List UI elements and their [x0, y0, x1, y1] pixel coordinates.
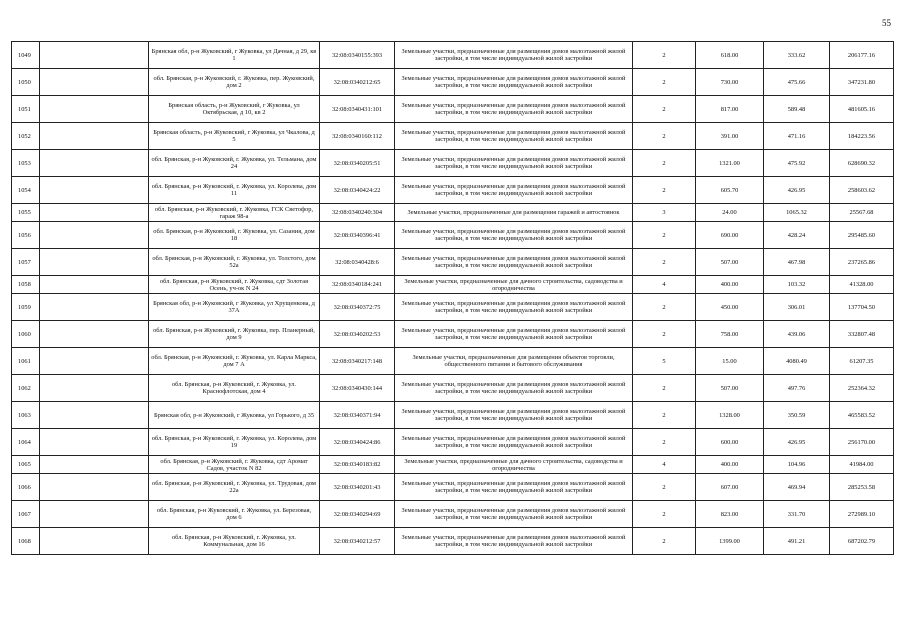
address-cell: обл. Брянская, р-н Жуковский, г. Жуковка, ул. Карла Маркса, дом 7 А [149, 348, 320, 375]
row-number: 1052 [12, 123, 40, 150]
cadastral-value-table [11, 41, 894, 555]
group-cell: 2 [633, 96, 696, 123]
table-row [12, 456, 894, 474]
blank-cell [40, 69, 149, 96]
cadastral-number-cell: 32:08:0340160:112 [320, 123, 395, 150]
table-row [12, 204, 894, 222]
specific-value-cell: 104.96 [764, 456, 830, 474]
address-cell: Брянская область, р-н Жуковский, г Жуковка, ул Октябрьская, д 10, кв 2 [149, 96, 320, 123]
land-use-cell: Земельные участки, предназначенные для размещения домов малоэтажной жилой застройки, в том числе индивидуальной жилой застройки [395, 123, 633, 150]
specific-value-cell: 428.24 [764, 222, 830, 249]
address-cell: обл. Брянская, р-н Жуковский, г. Жуковка, сдт Аромат Садов, участок N 82 [149, 456, 320, 474]
area-cell: 690.00 [696, 222, 764, 249]
table-row [12, 474, 894, 501]
land-use-cell: Земельные участки, предназначенные для дачного строительства, садоводства и огородничества [395, 276, 633, 294]
land-use-cell: Земельные участки, предназначенные для размещения домов малоэтажной жилой застройки, в том числе индивидуальной жилой застройки [395, 429, 633, 456]
address-cell: Брянская обл, р-н Жуковский, г Жуковка, ул Горького, д 35 [149, 402, 320, 429]
cadastral-value-cell: 252364.32 [830, 375, 894, 402]
land-use-cell: Земельные участки, предназначенные для размещения домов малоэтажной жилой застройки, в том числе индивидуальной жилой застройки [395, 402, 633, 429]
table-row [12, 375, 894, 402]
cadastral-value-cell: 25567.68 [830, 204, 894, 222]
table-row [12, 123, 894, 150]
table-row [12, 321, 894, 348]
land-use-cell: Земельные участки, предназначенные для размещения домов малоэтажной жилой застройки, в том числе индивидуальной жилой застройки [395, 96, 633, 123]
area-cell: 758.00 [696, 321, 764, 348]
address-cell: обл. Брянская, р-н Жуковский, г. Жуковка, ул. Сазания, дом 18 [149, 222, 320, 249]
area-cell: 1328.00 [696, 402, 764, 429]
area-cell: 400.00 [696, 456, 764, 474]
area-cell: 817.00 [696, 96, 764, 123]
row-number: 1050 [12, 69, 40, 96]
blank-cell [40, 474, 149, 501]
address-cell: обл. Брянская, р-н Жуковский, г. Жуковка, ул. Трудовая, дом 22а [149, 474, 320, 501]
area-cell: 600.00 [696, 429, 764, 456]
blank-cell [40, 177, 149, 204]
group-cell: 2 [633, 249, 696, 276]
row-number: 1066 [12, 474, 40, 501]
address-cell: Брянская обл, р-н Жуковский, г Жуковка, ул Хрущенкова, д 37А [149, 294, 320, 321]
address-cell: Брянская область, р-н Жуковский, г Жуковка, ул Чкалова, д 5 [149, 123, 320, 150]
blank-cell [40, 222, 149, 249]
cadastral-number-cell: 32:08:0340396:41 [320, 222, 395, 249]
cadastral-number-cell: 32:08:0340428:6 [320, 249, 395, 276]
cadastral-value-cell: 628690.32 [830, 150, 894, 177]
address-cell: обл. Брянская, р-н Жуковский, г. Жуковка, ул. Королева, дом 19 [149, 429, 320, 456]
row-number: 1062 [12, 375, 40, 402]
address-cell: обл. Брянская, р-н Жуковский, г. Жуковка, сдт Золотая Осень, уч-ок N 24 [149, 276, 320, 294]
specific-value-cell: 497.76 [764, 375, 830, 402]
group-cell: 2 [633, 69, 696, 96]
cadastral-number-cell: 32:08:0340183:82 [320, 456, 395, 474]
group-cell: 2 [633, 222, 696, 249]
land-use-cell: Земельные участки, предназначенные для размещения домов малоэтажной жилой застройки, в том числе индивидуальной жилой застройки [395, 528, 633, 555]
specific-value-cell: 475.92 [764, 150, 830, 177]
row-number: 1051 [12, 96, 40, 123]
cadastral-value-cell: 285253.58 [830, 474, 894, 501]
address-cell: обл. Брянская, р-н Жуковский, г. Жуковка, ул. Толстого, дом 52а [149, 249, 320, 276]
blank-cell [40, 204, 149, 222]
area-cell: 15.00 [696, 348, 764, 375]
land-use-cell: Земельные участки, предназначенные для размещения домов малоэтажной жилой застройки, в том числе индивидуальной жилой застройки [395, 69, 633, 96]
table-row [12, 402, 894, 429]
specific-value-cell: 491.21 [764, 528, 830, 555]
cadastral-value-cell: 258603.62 [830, 177, 894, 204]
specific-value-cell: 589.48 [764, 96, 830, 123]
cadastral-number-cell: 32:08:0340155:393 [320, 42, 395, 69]
land-use-cell: Земельные участки, предназначенные для размещения гаражей и автостоянок [395, 204, 633, 222]
cadastral-number-cell: 32:08:0340430:144 [320, 375, 395, 402]
cadastral-value-cell: 41328.00 [830, 276, 894, 294]
area-cell: 450.00 [696, 294, 764, 321]
table-row [12, 501, 894, 528]
blank-cell [40, 96, 149, 123]
specific-value-cell: 333.62 [764, 42, 830, 69]
row-number: 1053 [12, 150, 40, 177]
table-row [12, 249, 894, 276]
specific-value-cell: 350.59 [764, 402, 830, 429]
address-cell: обл. Брянская, р-н Жуковский, г. Жуковка, пер. Жуковский, дом 2 [149, 69, 320, 96]
blank-cell [40, 402, 149, 429]
land-use-cell: Земельные участки, предназначенные для размещения домов малоэтажной жилой застройки, в том числе индивидуальной жилой застройки [395, 375, 633, 402]
land-use-cell: Земельные участки, предназначенные для размещения домов малоэтажной жилой застройки, в том числе индивидуальной жилой застройки [395, 222, 633, 249]
group-cell: 2 [633, 501, 696, 528]
cadastral-value-cell: 272989.10 [830, 501, 894, 528]
group-cell: 2 [633, 42, 696, 69]
specific-value-cell: 103.32 [764, 276, 830, 294]
area-cell: 507.00 [696, 375, 764, 402]
specific-value-cell: 306.01 [764, 294, 830, 321]
cadastral-number-cell: 32:08:0340212:57 [320, 528, 395, 555]
specific-value-cell: 469.94 [764, 474, 830, 501]
land-use-cell: Земельные участки, предназначенные для размещения домов малоэтажной жилой застройки, в том числе индивидуальной жилой застройки [395, 177, 633, 204]
group-cell: 2 [633, 402, 696, 429]
group-cell: 2 [633, 177, 696, 204]
row-number: 1064 [12, 429, 40, 456]
cadastral-number-cell: 32:08:0340431:101 [320, 96, 395, 123]
group-cell: 4 [633, 456, 696, 474]
cadastral-value-cell: 184223.56 [830, 123, 894, 150]
area-cell: 391.00 [696, 123, 764, 150]
group-cell: 2 [633, 123, 696, 150]
cadastral-number-cell: 32:08:0340212:65 [320, 69, 395, 96]
address-cell: обл. Брянская, р-н Жуковский, г. Жуковка, ул. Коммунальная, дом 16 [149, 528, 320, 555]
cadastral-value-cell: 206177.16 [830, 42, 894, 69]
group-cell: 2 [633, 474, 696, 501]
land-use-cell: Земельные участки, предназначенные для размещения домов малоэтажной жилой застройки, в том числе индивидуальной жилой застройки [395, 501, 633, 528]
table-row [12, 222, 894, 249]
cadastral-value-cell: 41984.00 [830, 456, 894, 474]
cadastral-number-cell: 32:08:0340372:75 [320, 294, 395, 321]
specific-value-cell: 471.16 [764, 123, 830, 150]
land-use-cell: Земельные участки, предназначенные для размещения домов малоэтажной жилой застройки, в том числе индивидуальной жилой застройки [395, 249, 633, 276]
group-cell: 2 [633, 375, 696, 402]
address-cell: обл. Брянская, р-н Жуковский, г. Жуковка, ул. Тельмана, дом 24 [149, 150, 320, 177]
row-number: 1065 [12, 456, 40, 474]
blank-cell [40, 528, 149, 555]
cadastral-number-cell: 32:08:0340424:22 [320, 177, 395, 204]
table-row [12, 429, 894, 456]
group-cell: 5 [633, 348, 696, 375]
area-cell: 730.00 [696, 69, 764, 96]
land-use-cell: Земельные участки, предназначенные для размещения домов малоэтажной жилой застройки, в том числе индивидуальной жилой застройки [395, 42, 633, 69]
area-cell: 618.00 [696, 42, 764, 69]
group-cell: 3 [633, 204, 696, 222]
row-number: 1054 [12, 177, 40, 204]
specific-value-cell: 1065.32 [764, 204, 830, 222]
land-use-cell: Земельные участки, предназначенные для размещения объектов торговли, общественного питания и бытового обслуживания [395, 348, 633, 375]
group-cell: 2 [633, 321, 696, 348]
row-number: 1056 [12, 222, 40, 249]
blank-cell [40, 150, 149, 177]
cadastral-number-cell: 32:08:0340184:241 [320, 276, 395, 294]
address-cell: обл. Брянская, р-н Жуковский, г. Жуковка, ул. Березовая, дом 6 [149, 501, 320, 528]
cadastral-number-cell: 32:08:0340240:304 [320, 204, 395, 222]
cadastral-number-cell: 32:08:0340205:51 [320, 150, 395, 177]
table-body [12, 42, 894, 555]
cadastral-number-cell: 32:08:0340202:53 [320, 321, 395, 348]
cadastral-value-cell: 465583.52 [830, 402, 894, 429]
cadastral-number-cell: 32:08:0340424:86 [320, 429, 395, 456]
row-number: 1055 [12, 204, 40, 222]
blank-cell [40, 294, 149, 321]
cadastral-value-cell: 137704.50 [830, 294, 894, 321]
area-cell: 605.70 [696, 177, 764, 204]
table-row [12, 42, 894, 69]
address-cell: обл. Брянская, р-н Жуковский, г. Жуковка, пер. Планерный, дом 9 [149, 321, 320, 348]
table-row [12, 150, 894, 177]
blank-cell [40, 429, 149, 456]
page-number: 55 [882, 18, 891, 28]
area-cell: 24.00 [696, 204, 764, 222]
land-use-cell: Земельные участки, предназначенные для размещения домов малоэтажной жилой застройки, в том числе индивидуальной жилой застройки [395, 150, 633, 177]
table-row [12, 348, 894, 375]
blank-cell [40, 321, 149, 348]
row-number: 1068 [12, 528, 40, 555]
group-cell: 4 [633, 276, 696, 294]
land-use-cell: Земельные участки, предназначенные для дачного строительства, садоводства и огородничества [395, 456, 633, 474]
blank-cell [40, 42, 149, 69]
table-row [12, 294, 894, 321]
address-cell: обл. Брянская, р-н Жуковский, г. Жуковка, ул. Королева, дом 11 [149, 177, 320, 204]
row-number: 1060 [12, 321, 40, 348]
cadastral-value-cell: 237265.86 [830, 249, 894, 276]
address-cell: Брянская обл, р-н Жуковский, г Жуковка, ул Дачная, д 29, кв 1 [149, 42, 320, 69]
cadastral-number-cell: 32:08:0340294:69 [320, 501, 395, 528]
row-number: 1063 [12, 402, 40, 429]
group-cell: 2 [633, 528, 696, 555]
row-number: 1058 [12, 276, 40, 294]
table-row [12, 96, 894, 123]
specific-value-cell: 426.95 [764, 429, 830, 456]
table-row [12, 69, 894, 96]
blank-cell [40, 276, 149, 294]
area-cell: 607.00 [696, 474, 764, 501]
specific-value-cell: 467.98 [764, 249, 830, 276]
cadastral-number-cell: 32:08:0340371:94 [320, 402, 395, 429]
specific-value-cell: 475.66 [764, 69, 830, 96]
specific-value-cell: 439.06 [764, 321, 830, 348]
blank-cell [40, 501, 149, 528]
cadastral-value-cell: 481605.16 [830, 96, 894, 123]
cadastral-number-cell: 32:08:0340217:148 [320, 348, 395, 375]
blank-cell [40, 123, 149, 150]
table-row [12, 528, 894, 555]
cadastral-value-cell: 347231.80 [830, 69, 894, 96]
group-cell: 2 [633, 150, 696, 177]
blank-cell [40, 456, 149, 474]
area-cell: 1321.00 [696, 150, 764, 177]
land-use-cell: Земельные участки, предназначенные для размещения домов малоэтажной жилой застройки, в том числе индивидуальной жилой застройки [395, 321, 633, 348]
land-use-cell: Земельные участки, предназначенные для размещения домов малоэтажной жилой застройки, в том числе индивидуальной жилой застройки [395, 294, 633, 321]
row-number: 1059 [12, 294, 40, 321]
cadastral-number-cell: 32:08:0340201:43 [320, 474, 395, 501]
row-number: 1057 [12, 249, 40, 276]
land-use-cell: Земельные участки, предназначенные для размещения домов малоэтажной жилой застройки, в том числе индивидуальной жилой застройки [395, 474, 633, 501]
row-number: 1061 [12, 348, 40, 375]
specific-value-cell: 4080.49 [764, 348, 830, 375]
group-cell: 2 [633, 294, 696, 321]
row-number: 1067 [12, 501, 40, 528]
cadastral-value-cell: 687202.79 [830, 528, 894, 555]
blank-cell [40, 348, 149, 375]
table-row [12, 276, 894, 294]
area-cell: 823.00 [696, 501, 764, 528]
row-number: 1049 [12, 42, 40, 69]
group-cell: 2 [633, 429, 696, 456]
area-cell: 1399.00 [696, 528, 764, 555]
cadastral-value-cell: 256170.00 [830, 429, 894, 456]
cadastral-value-cell: 332807.48 [830, 321, 894, 348]
area-cell: 507.00 [696, 249, 764, 276]
address-cell: обл. Брянская, р-н Жуковский, г. Жуковка, ул. Краснофлотская, дом 4 [149, 375, 320, 402]
address-cell: обл. Брянская, р-н Жуковский, г. Жуковка, ГСК Светофор, гараж 98-а [149, 204, 320, 222]
area-cell: 400.00 [696, 276, 764, 294]
specific-value-cell: 331.70 [764, 501, 830, 528]
blank-cell [40, 249, 149, 276]
blank-cell [40, 375, 149, 402]
table-row [12, 177, 894, 204]
cadastral-value-cell: 61207.35 [830, 348, 894, 375]
cadastral-value-cell: 295485.60 [830, 222, 894, 249]
specific-value-cell: 426.95 [764, 177, 830, 204]
